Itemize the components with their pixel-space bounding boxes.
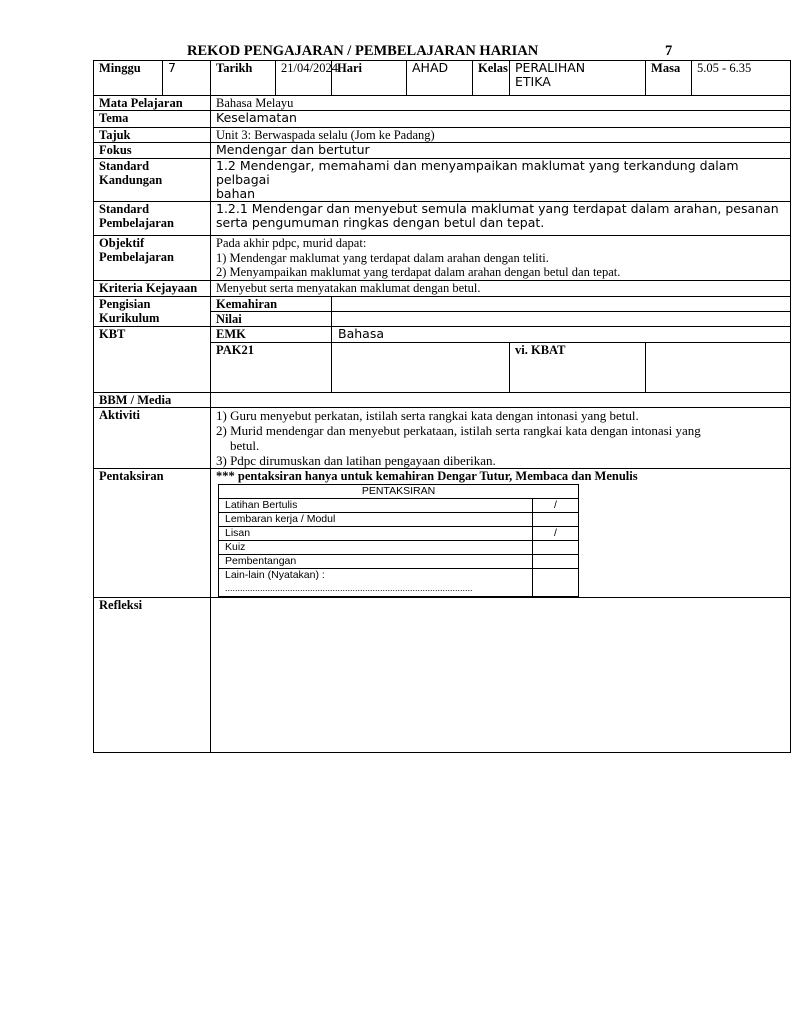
obj-item-1: 1) Mendengar maklumat yang terdapat dalam arahan dengan teliti. (216, 250, 549, 265)
sk-label-line-1: Standard (99, 159, 150, 173)
bbm-row (94, 392, 791, 407)
kbat-label: vi. KBAT (510, 342, 646, 392)
fokus-label: Fokus (94, 143, 211, 159)
pengisian-label-line-1: Pengisian (99, 296, 151, 311)
sk-label-line-2: Kandungan (99, 173, 163, 187)
pentaksiran-note: *** pentaksiran hanya untuk kemahiran Dengar Tutur, Membaca dan Menulis (216, 468, 638, 483)
assessment-item-label: Latihan Bertulis (219, 498, 533, 512)
mata-pelajaran-label: Mata Pelajaran (94, 96, 211, 111)
tema-value: Keselamatan (211, 111, 791, 128)
kriteria-row (94, 280, 791, 296)
lesson-record-table (93, 60, 791, 753)
standard-pembelajaran-row (94, 202, 791, 236)
nilai-value (332, 311, 791, 326)
lain-lain-label: Lain-lain (Nyatakan) : (225, 568, 325, 581)
kemahiran-row (94, 296, 791, 311)
table-row (219, 498, 579, 512)
aktiviti-item-2: 2) Murid mendengar dan menyebut perkataan, istilah serta rangkai kata dengan intonasi yang (216, 422, 701, 438)
table-row (219, 554, 579, 568)
standard-pembelajaran-label (94, 202, 211, 236)
kelas-value-line-2: ETIKA (515, 74, 551, 89)
kelas-value-line-1: PERALIHAN (515, 60, 586, 75)
pengisian-kurikulum-label (94, 296, 211, 326)
kemahiran-value (332, 296, 791, 311)
header-row (94, 61, 791, 96)
assessment-item-label: Pembentangan (219, 554, 533, 568)
assessment-item-label: Kuiz (219, 540, 533, 554)
table-row (219, 526, 579, 540)
aktiviti-item-1: 1) Guru menyebut perkatan, istilah serta rangkai kata dengan intonasi yang betul. (216, 407, 639, 423)
minggu-value: 7 (163, 61, 211, 96)
refleksi-row (94, 597, 791, 752)
minggu-label: Minggu (94, 61, 163, 96)
standard-pembelajaran-value (211, 202, 791, 236)
masa-value: 5.05 - 6.35 (692, 61, 791, 96)
page-number: 7 (665, 43, 673, 59)
tajuk-row (94, 128, 791, 143)
aktiviti-item-3: 3) Pdpc dirumuskan dan latihan pengayaan diberikan. (216, 452, 496, 468)
pentaksiran-label: Pentaksiran (94, 468, 211, 597)
kriteria-label: Kriteria Kejayaan (94, 280, 211, 296)
assessment-item-label: Lembaran kerja / Modul (219, 512, 533, 526)
assessment-item-mark (533, 554, 579, 568)
tema-label: Tema (94, 111, 211, 128)
mata-pelajaran-row (94, 96, 791, 111)
assessment-item-label: Lisan (219, 526, 533, 540)
refleksi-label: Refleksi (94, 597, 211, 752)
sp-label-line-2: Pembelajaran (99, 216, 174, 230)
tajuk-value: Unit 3: Berwaspada selalu (Jom ke Padang) (211, 128, 791, 143)
table-row (219, 568, 579, 596)
lain-lain-dots: ................................................................................................... (225, 582, 473, 593)
objektif-row (94, 236, 791, 281)
kelas-label: Kelas (473, 61, 510, 96)
aktiviti-row (94, 407, 791, 468)
tema-row (94, 111, 791, 128)
sp-value-line-2: serta pengumuman ringkas dengan betul dan tepat. (216, 215, 545, 230)
kemahiran-label: Kemahiran (211, 296, 332, 311)
fokus-row (94, 143, 791, 159)
tarikh-value: 21/04/2024 (276, 61, 332, 96)
aktiviti-label: Aktiviti (94, 407, 211, 468)
masa-label: Masa (646, 61, 692, 96)
fokus-value: Mendengar dan bertutur (211, 143, 791, 159)
hari-value: AHAD (407, 61, 473, 96)
pak21-value (332, 342, 510, 392)
kelas-value (510, 61, 646, 96)
sp-value-line-1: 1.2.1 Mendengar dan menyebut semula maklumat yang terdapat dalam arahan, pesanan (216, 201, 779, 216)
mata-pelajaran-value: Bahasa Melayu (211, 96, 791, 111)
kriteria-value: Menyebut serta menyatakan maklumat dengan betul. (211, 280, 791, 296)
emk-row (94, 326, 791, 342)
assessment-item-mark: / (533, 526, 579, 540)
tajuk-label: Tajuk (94, 128, 211, 143)
sk-value-line-2: bahan (216, 186, 256, 201)
pentaksiran-table (218, 484, 579, 597)
pentaksiran-row (94, 468, 791, 597)
table-row (219, 540, 579, 554)
tarikh-label: Tarikh (211, 61, 276, 96)
obj-label-line-1: Objektif (99, 236, 145, 250)
obj-intro: Pada akhir pdpc, murid dapat: (216, 236, 367, 250)
bbm-label: BBM / Media (94, 392, 211, 407)
assessment-item-mark (533, 512, 579, 526)
sk-value-line-1: 1.2 Mendengar, memahami dan menyampaikan maklumat yang terkandung dalam pelbagai (216, 158, 739, 187)
standard-kandungan-label (94, 159, 211, 202)
nilai-label: Nilai (211, 311, 332, 326)
emk-value: Bahasa (332, 326, 791, 342)
assessment-item-mark (533, 540, 579, 554)
document-title: REKOD PENGAJARAN / PEMBELAJARAN HARIAN (187, 43, 539, 59)
table-row (219, 512, 579, 526)
obj-label-line-2: Pembelajaran (99, 250, 174, 264)
standard-kandungan-value (211, 159, 791, 202)
assessment-other-mark (533, 568, 579, 596)
pak21-label: PAK21 (211, 342, 332, 392)
standard-kandungan-row (94, 159, 791, 202)
pentaksiran-value (211, 468, 791, 597)
kbat-value (646, 342, 791, 392)
bbm-value (211, 392, 791, 407)
objektif-value (211, 236, 791, 281)
pentaksiran-table-header: PENTAKSIRAN (219, 484, 579, 498)
emk-label: EMK (211, 326, 332, 342)
sp-label-line-1: Standard (99, 202, 150, 216)
aktiviti-item-2-cont: betul. (230, 437, 260, 453)
objektif-label (94, 236, 211, 281)
assessment-other-label (219, 568, 533, 596)
obj-item-2: 2) Menyampaikan maklumat yang terdapat dalam arahan dengan betul dan tepat. (216, 265, 621, 279)
assessment-item-mark: / (533, 498, 579, 512)
hari-label: Hari (332, 61, 407, 96)
pengisian-label-line-2: Kurikulum (99, 310, 160, 325)
aktiviti-value (211, 407, 791, 468)
refleksi-value (211, 597, 791, 752)
kbt-label: KBT (94, 326, 211, 392)
